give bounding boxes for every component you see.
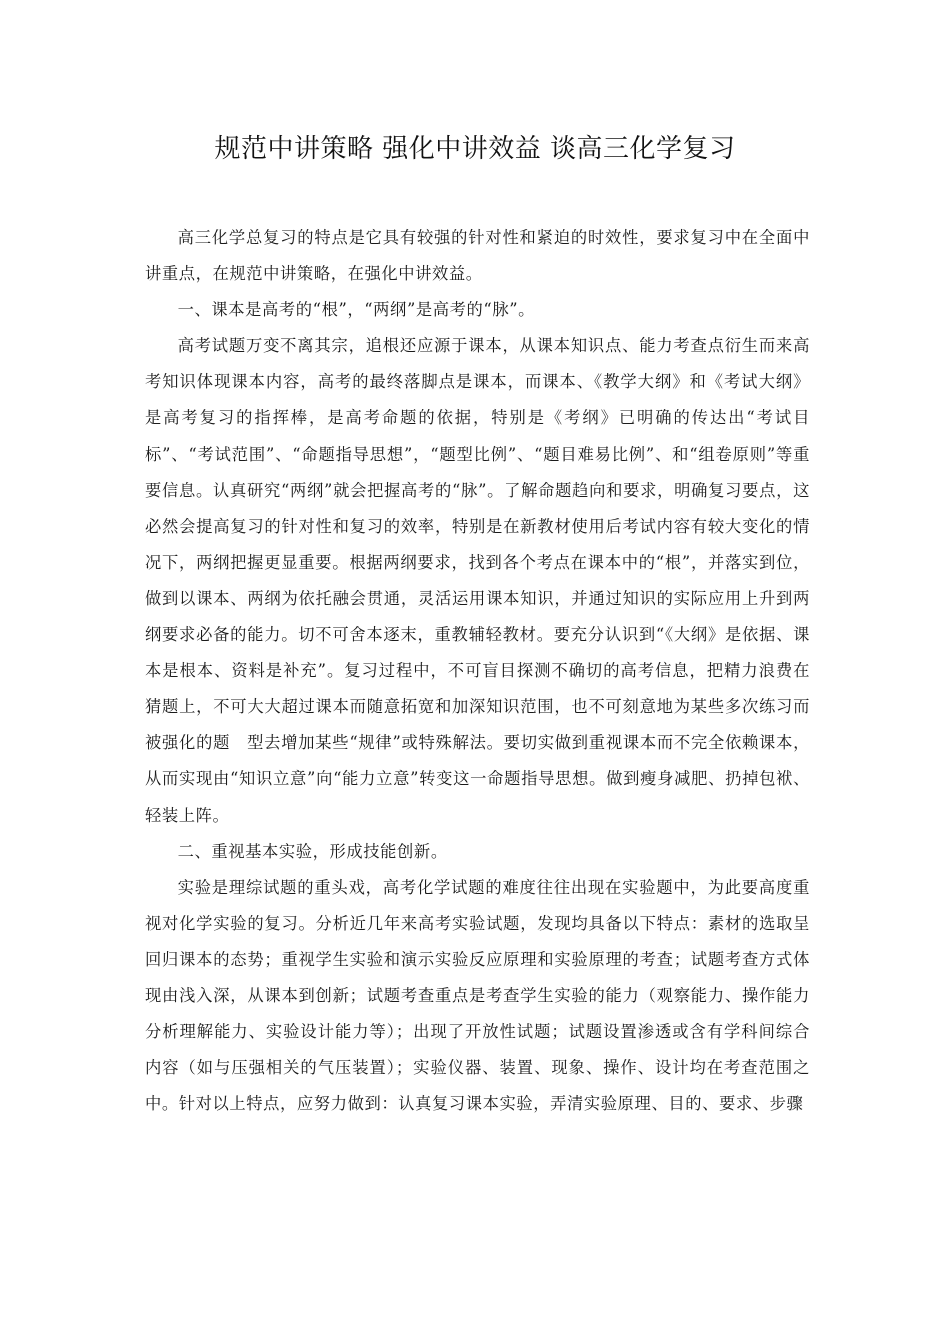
section-heading-2: 二、重视基本实验，形成技能创新。 <box>177 841 448 861</box>
document-title: 规范中讲策略 强化中讲效益 谈高三化学复习 <box>214 134 736 164</box>
section-heading-1: 一、课本是高考的“根”，“两纲”是高考的“脉”。 <box>177 300 535 320</box>
paragraph-section-2: 实验是理综试题的重头戏，高考化学试题的难度往往出现在实验题中，为此要高度重视对化学实验的复习。分析近几年来高考实验试题，发现均具备以下特点：素材的选取呈回归课本的态势；重视学生实验和演示实验反应原理和实验原理的考查；试题考查方式体现由浅入深，从课本到创新；试题考查重点是考查学生实验的能力（观察能力、操作能力分析理解能力、实验设计能力等）；出现了开放性试题；试题设置渗透或含有学科间综合内容（如与压强相关的气压装置）；实验仪器、装置、现象、操作、设计均在考查范围之中。针对以上特点，应努力做到：认真复习课本实验，弄清实验原理、目的、要求、步骤 <box>145 877 810 1114</box>
document-body <box>145 220 810 1122</box>
paragraph-section-1: 高考试题万变不离其宗，追根还应源于课本，从课本知识点、能力考查点衍生而来高考知识体现课本内容，高考的最终落脚点是课本，而课本、《教学大纲》和《考试大纲》是高考复习的指挥棒，是高考命题的依据，特别是《考纲》已明确的传达出“考试目标”、“考试范围”、“命题指导思想”，“题型比例”、“题目难易比例”、和“组卷原则”等重要信息。认真研究“两纲”就会把握高考的“脉”。了解命题趋向和要求，明确复习要点，这必然会提高复习的针对性和复习的效率，特别是在新教材使用后考试内容有较大变化的情况下，两纲把握更显重要。根据两纲要求，找到各个考点在课本中的“根”，并落实到位，做到以课本、两纲为依托融会贯通，灵活运用课本知识，并通过知识的实际应用上升到两纲要求必备的能力。切不可舍本逐末，重教辅轻教材。要充分认识到“《大纲》是依据、课本是根本、资料是补充”。复习过程中，不可盲目探测不确切的高考信息，把精力浪费在猜题上，不可大大超过课本而随意拓宽和加深知识范围，也不可刻意地为某些多次练习而被强化的题 型去增加某些“规律”或特殊解法。要切实做到重视课本而不完全依赖课本，从而实现由“知识立意”向“能力立意”转变这一命题指导思想。做到瘦身减肥、扔掉包袱、轻装上阵。 <box>145 336 810 825</box>
paragraph-intro: 高三化学总复习的特点是它具有较强的针对性和紧迫的时效性，要求复习中在全面中讲重点，在规范中讲策略，在强化中讲效益。 <box>145 228 810 284</box>
